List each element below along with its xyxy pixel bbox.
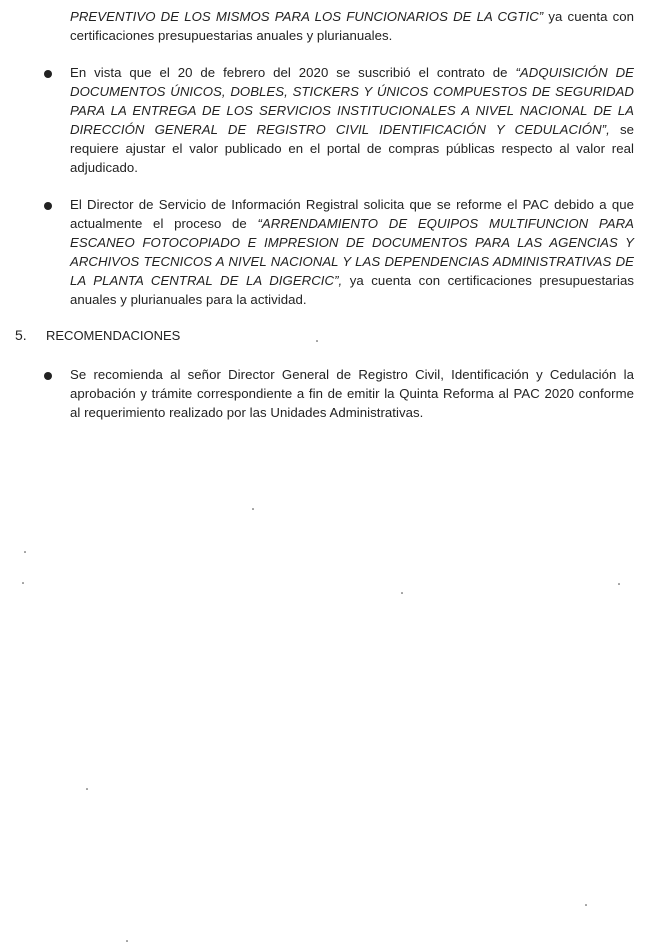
paragraph-continuation bbox=[70, 7, 634, 45]
scan-speck bbox=[24, 551, 26, 553]
bullet-text-italic: “ARRENDAMIENTO DE EQUIPOS MULTIFUNCION PARA ESCANEO FOTOCOPIADO E IMPRESION DE DOCUMENTOS PARA LAS AGENCIAS Y ARCHIVOS TECNICOS A NIVEL NACIONAL Y LAS DEPENDENCIAS ADMINISTRATIVAS DE LA PLANTA CENTRAL DE LA DIGERCIC”, bbox=[70, 216, 634, 288]
scan-speck bbox=[126, 940, 128, 942]
recommendation-paragraph: Se recomienda al señor Director General de Registro Civil, Identificación y Cedulación la aprobación y trámite correspondiente a fin de emitir la Quinta Reforma al PAC 2020 conforme al requerimiento realizado por las Unidades Administrativas. bbox=[70, 367, 634, 420]
scan-speck bbox=[252, 508, 254, 510]
bullet-paragraph-arrendamiento bbox=[70, 195, 634, 309]
bullet-text-before: El Director de Servicio de Información Registral solicita que se reforme el PAC debido a que actualmente el proceso de bbox=[70, 197, 634, 231]
scan-speck bbox=[316, 340, 318, 342]
paragraph-continuation-italic: PREVENTIVO DE LOS MISMOS PARA LOS FUNCIONARIOS DE LA CGTIC” bbox=[70, 9, 544, 24]
scan-speck bbox=[585, 904, 587, 906]
bullet-text-before: En vista que el 20 de febrero del 2020 se suscribió el contrato de bbox=[70, 65, 516, 80]
paragraph-continuation-text: ya cuenta con certificaciones presupuestarias anuales y plurianuales. bbox=[70, 9, 634, 43]
bullet-paragraph-adquisicion bbox=[70, 63, 634, 177]
section-title: RECOMENDACIONES bbox=[46, 328, 181, 343]
scan-speck bbox=[86, 788, 88, 790]
bullet-text-italic: “ADQUISICIÓN DE DOCUMENTOS ÚNICOS, DOBLES, STICKERS Y ÚNICOS COMPUESTOS DE SEGURIDAD PARA LA ENTREGA DE LOS SERVICIOS INSTITUCIONALES A NIVEL NACIONAL DE LA DIRECCIÓN GENERAL DE REGISTRO CIVIL IDENTIFICACIÓN Y CEDULACIÓN”, bbox=[70, 65, 634, 137]
scan-speck bbox=[401, 592, 403, 594]
bullet-marker bbox=[44, 372, 52, 380]
bullet-text-after: se requiere ajustar el valor publicado en el portal de compras públicas respecto al valor real adjudicado. bbox=[70, 122, 634, 175]
scan-speck bbox=[22, 582, 24, 584]
bullet-marker bbox=[44, 70, 52, 78]
scan-speck bbox=[618, 583, 620, 585]
bullet-text-after: ya cuenta con certificaciones presupuestarias anuales y plurianuales para la actividad. bbox=[70, 273, 634, 307]
bullet-marker bbox=[44, 202, 52, 210]
section-number: 5. bbox=[15, 327, 27, 343]
